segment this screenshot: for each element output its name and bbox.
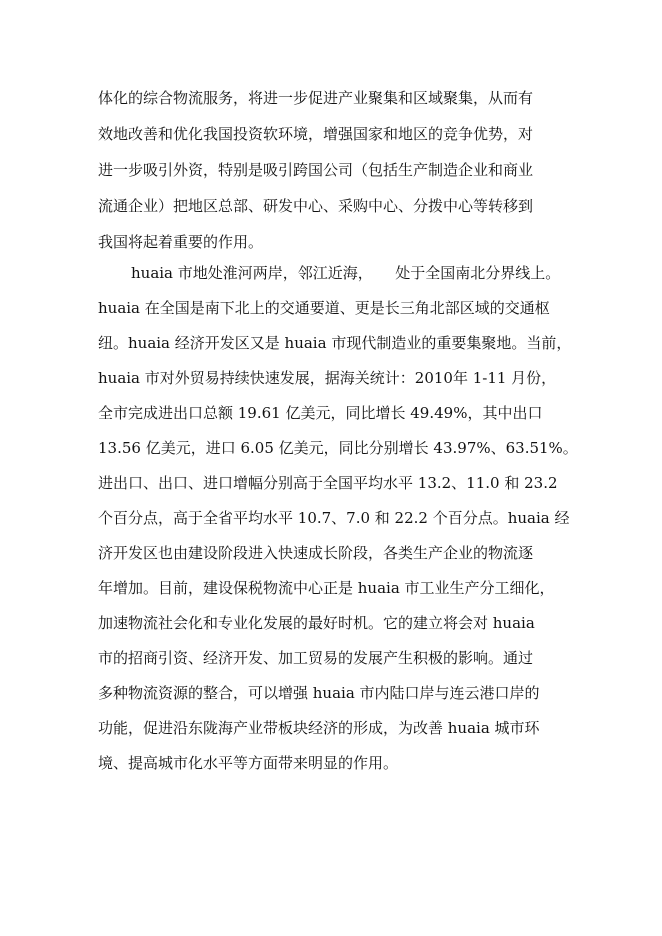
paragraph-2-line-11: 加速物流社会化和专业化发展的最好时机。它的建立将会对 huaia bbox=[98, 614, 535, 632]
paragraph-2-line-14: 功能，促进沿东陇海产业带板块经济的形成，为改善 huaia 城市环 bbox=[98, 719, 540, 737]
paragraph-2-line-7: 进出口、出口、进口增幅分别高于全国平均水平 13.2、11.0 和 23.2 bbox=[98, 474, 558, 492]
paragraph-2-line-12: 市的招商引资、经济开发、加工贸易的发展产生积极的影响。通过 bbox=[98, 649, 534, 667]
paragraph-2-line-6: 13.56 亿美元，进口 6.05 亿美元，同比分别增长 43.97%、63.51%。 bbox=[98, 439, 578, 457]
paragraph-2-line-1: huaia 市地处淮河两岸，邻江近海， 处于全国南北分界线上。 bbox=[131, 264, 561, 282]
paragraph-1-line-4: 流通企业）把地区总部、研发中心、采购中心、分拨中心等转移到 bbox=[98, 197, 534, 215]
paragraph-2-line-10: 年增加。目前，建设保税物流中心正是 huaia 市工业生产分工细化， bbox=[98, 579, 555, 597]
paragraph-2-line-2: huaia 在全国是南下北上的交通要道、更是长三角北部区域的交通枢 bbox=[98, 299, 550, 317]
paragraph-2-line-13: 多种物流资源的整合，可以增强 huaia 市内陆口岸与连云港口岸的 bbox=[98, 684, 540, 702]
paragraph-2-line-5: 全市完成进出口总额 19.61 亿美元，同比增长 49.49%，其中出口 bbox=[98, 404, 543, 422]
paragraph-2-line-9: 济开发区也由建设阶段进入快速成长阶段，各类生产企业的物流逐 bbox=[98, 544, 534, 562]
paragraph-1-line-5: 我国将起着重要的作用。 bbox=[98, 233, 264, 251]
paragraph-1-line-3: 进一步吸引外资，特别是吸引跨国公司（包括生产制造企业和商业 bbox=[98, 161, 534, 179]
paragraph-1-line-1: 体化的综合物流服务，将进一步促进产业聚集和区域聚集，从而有 bbox=[98, 89, 534, 107]
paragraph-2-line-4: huaia 市对外贸易持续快速发展，据海关统计：2010年 1-11 月份， bbox=[98, 369, 557, 387]
paragraph-2-line-8: 个百分点，高于全省平均水平 10.7、7.0 和 22.2 个百分点。huaia 经 bbox=[98, 509, 570, 527]
paragraph-2-line-3: 纽。huaia 经济开发区又是 huaia 市现代制造业的重要集聚地。当前， bbox=[98, 334, 572, 352]
paragraph-2-line-15: 境、提高城市化水平等方面带来明显的作用。 bbox=[98, 754, 399, 772]
paragraph-1-line-2: 效地改善和优化我国投资软环境，增强国家和地区的竞争优势，对 bbox=[98, 125, 534, 143]
